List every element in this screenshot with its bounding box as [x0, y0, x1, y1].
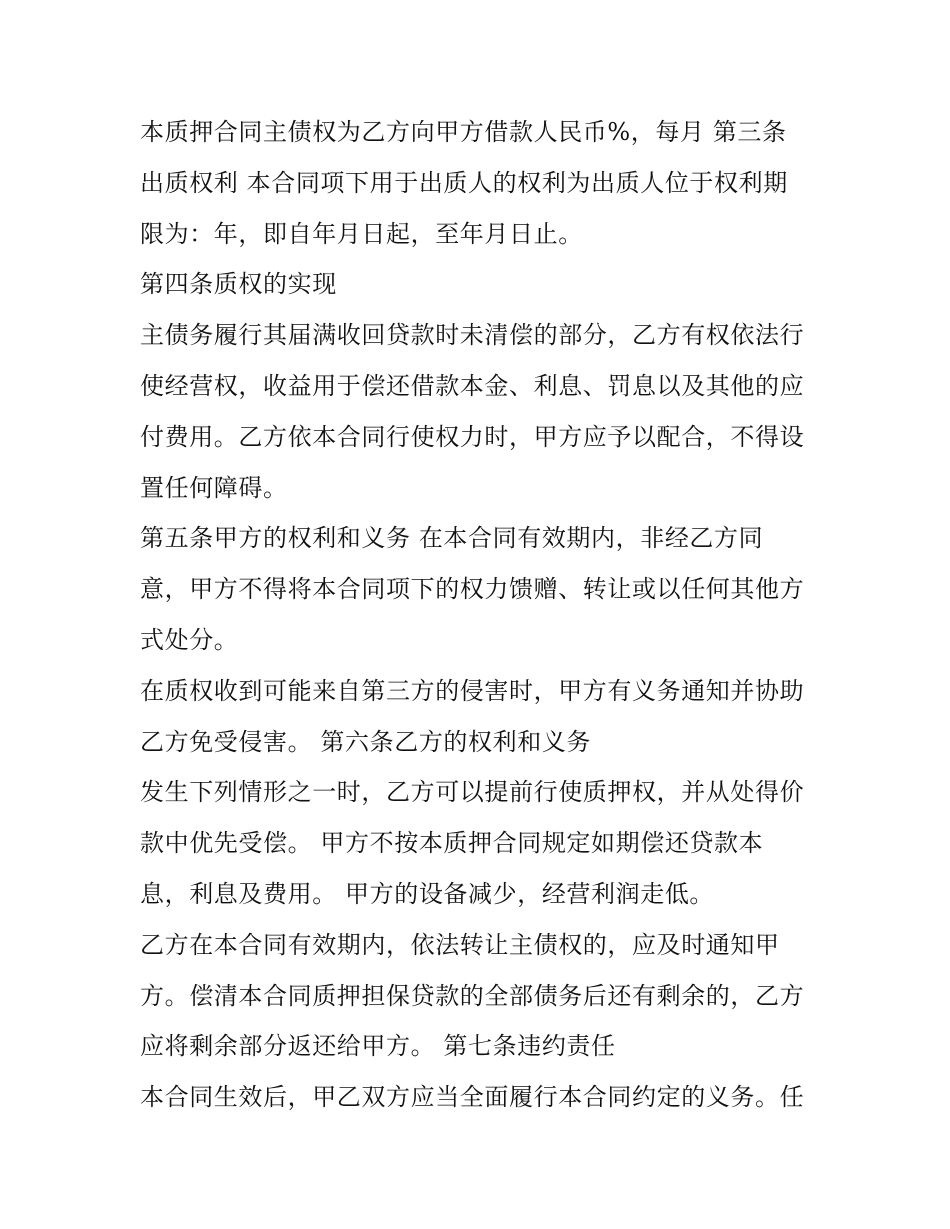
text-line: 应将剩余部分返还给甲方。 第七条违约责任 [140, 1032, 616, 1061]
text-line: 发生下列情形之一时，乙方可以提前行使质押权，并从处得价 [140, 778, 805, 807]
text-line: 第五条甲方的权利和义务 在本合同有效期内，非经乙方同 [140, 524, 764, 553]
text-line: 意，甲方不得将本合同项下的权力馈赠、转让或以任何其他方 [140, 575, 805, 604]
text-line: 息，利息及费用。 甲方的设备减少，经营利润走低。 [140, 879, 715, 908]
section-heading: 第四条质权的实现 [140, 270, 337, 299]
text-line: 方。偿清本合同质押担保贷款的全部债务后还有剩余的，乙方 [140, 981, 805, 1010]
text-line: 主债务履行其届满收回贷款时未清偿的部分，乙方有权依法行 [140, 321, 805, 350]
text-line: 出质权利 本合同项下用于出质人的权利为出质人位于权利期 [140, 168, 788, 197]
text-line: 置任何障碍。 [140, 473, 288, 502]
text-line: 使经营权，收益用于偿还借款本金、利息、罚息以及其他的应 [140, 371, 805, 400]
text-line: 付费用。乙方依本合同行使权力时，甲方应予以配合，不得设 [140, 422, 805, 451]
text-line: 式处分。 [140, 625, 239, 654]
text-line: 限为：年，即自年月日起，至年月日止。 [140, 219, 583, 248]
text-line: 款中优先受偿。 甲方不按本质押合同规定如期偿还贷款本 [140, 829, 764, 858]
text-line: 本合同生效后，甲乙双方应当全面履行本合同约定的义务。任 [140, 1083, 805, 1112]
text-line: 乙方在本合同有效期内，依法转让主债权的，应及时通知甲 [140, 930, 780, 959]
text-line: 乙方免受侵害。 第六条乙方的权利和义务 [140, 727, 592, 756]
contract-text [140, 107, 820, 1123]
text-line: 本质押合同主债权为乙方向甲方借款人民币%，每月 第三条 [140, 118, 787, 146]
text-line: 在质权收到可能来自第三方的侵害时，甲方有义务通知并协助 [140, 676, 805, 705]
